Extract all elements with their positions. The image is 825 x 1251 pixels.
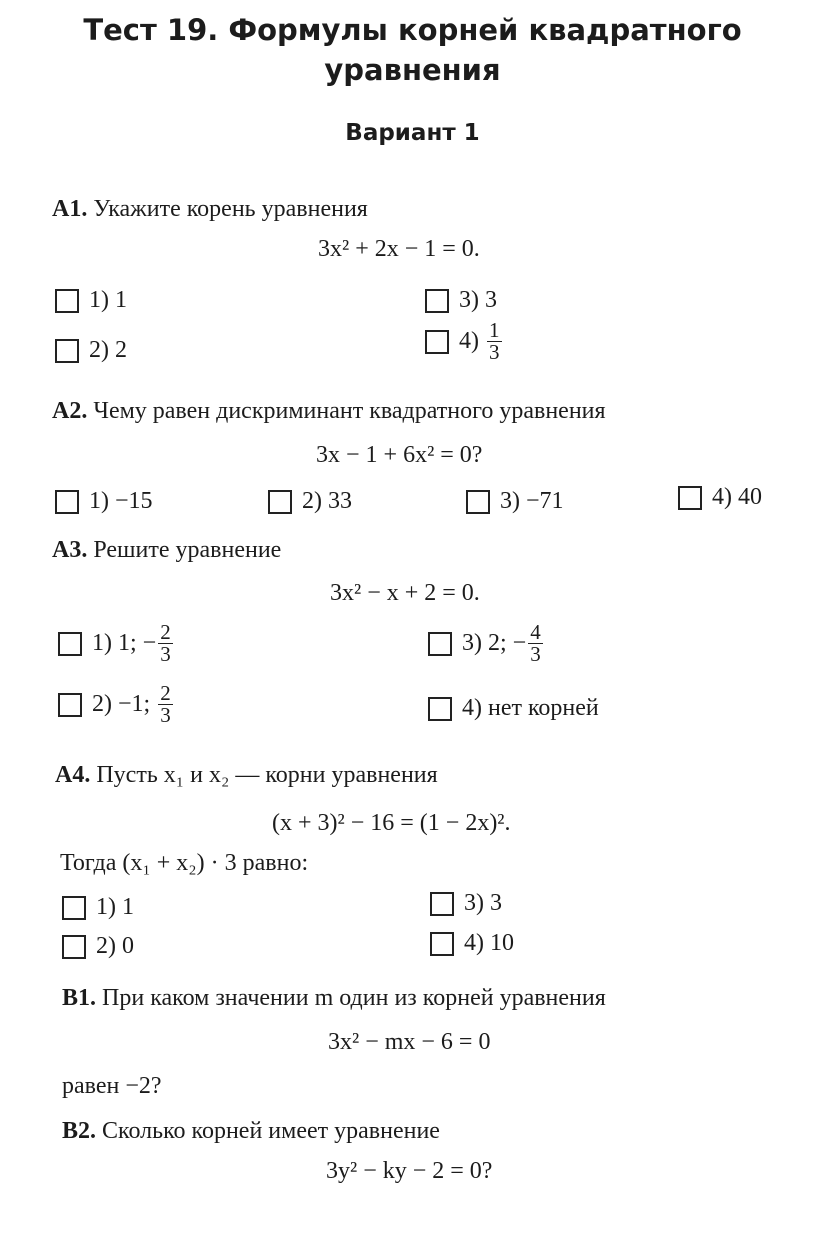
page-title	[0, 10, 825, 90]
question-b2	[62, 1118, 440, 1145]
fraction-denominator: 3	[489, 340, 500, 364]
question-a2	[52, 398, 606, 425]
fraction-numerator: 4	[530, 620, 541, 644]
option-label: 2) 0	[96, 933, 134, 959]
option-label: 2) 33	[302, 488, 352, 514]
option-label: 1) 1; −	[92, 630, 157, 656]
option-a1-3[interactable]	[425, 287, 497, 314]
option-a4-1[interactable]	[62, 894, 134, 921]
fraction	[487, 320, 502, 363]
fraction-denominator: 3	[530, 642, 541, 666]
option-label: 3) 3	[459, 287, 497, 313]
question-text: При каком значении m один из корней уравнения	[102, 985, 606, 1011]
question-text: Укажите корень уравнения	[93, 196, 368, 222]
variant-heading: Вариант 1	[345, 120, 480, 146]
question-a3	[52, 537, 281, 564]
option-label: 4) 40	[712, 484, 762, 510]
equation-a3: 3x² − x + 2 = 0.	[330, 580, 480, 606]
question-b1	[62, 985, 606, 1012]
question-text: Сколько корней имеет уравнение	[102, 1118, 440, 1144]
checkbox[interactable]	[466, 490, 490, 514]
equation-a1: 3x² + 2x − 1 = 0.	[318, 236, 480, 262]
option-a2-3[interactable]	[466, 488, 564, 515]
option-a1-1[interactable]	[55, 287, 127, 314]
checkbox[interactable]	[62, 935, 86, 959]
option-a1-4[interactable]	[425, 320, 502, 363]
checkbox[interactable]	[430, 932, 454, 956]
option-label: 3) 3	[464, 890, 502, 916]
question-id: A4.	[55, 762, 91, 788]
checkbox[interactable]	[62, 896, 86, 920]
equation-a4: (x + 3)² − 16 = (1 − 2x)².	[272, 810, 511, 836]
fraction-numerator: 1	[489, 318, 500, 342]
option-label: 2) 2	[89, 337, 127, 363]
fraction-numerator: 2	[160, 681, 171, 705]
checkbox[interactable]	[428, 697, 452, 721]
option-label: 1) −15	[89, 488, 153, 514]
question-a1	[52, 196, 368, 223]
checkbox[interactable]	[430, 892, 454, 916]
option-a4-2[interactable]	[62, 933, 134, 960]
option-a2-2[interactable]	[268, 488, 352, 515]
checkbox[interactable]	[55, 339, 79, 363]
checkbox[interactable]	[55, 289, 79, 313]
option-a2-4[interactable]	[678, 484, 762, 511]
question-text: Пусть x₁ и x₂ — корни уравнения	[96, 762, 438, 788]
option-a1-2[interactable]	[55, 337, 127, 364]
option-label: 3) 2; −	[462, 630, 527, 656]
title-line-1: Тест 19. Формулы корней квадратного	[83, 13, 742, 47]
option-label: 4)	[459, 328, 479, 354]
checkbox[interactable]	[268, 490, 292, 514]
option-a4-3[interactable]	[430, 890, 502, 917]
question-text: Решите уравнение	[93, 537, 282, 563]
option-a3-3[interactable]	[428, 622, 543, 665]
option-label: 3) −71	[500, 488, 564, 514]
question-id: A2.	[52, 398, 88, 424]
question-text: Чему равен дискриминант квадратного уравнения	[93, 398, 606, 424]
question-id: B2.	[62, 1118, 97, 1144]
checkbox[interactable]	[58, 693, 82, 717]
option-a2-1[interactable]	[55, 488, 153, 515]
equation-b2: 3y² − ky − 2 = 0?	[326, 1158, 493, 1184]
fraction	[528, 622, 543, 665]
fraction-denominator: 3	[160, 703, 171, 727]
option-a4-4[interactable]	[430, 930, 514, 957]
question-a4-text2: Тогда (x₁ + x₂) · 3 равно:	[60, 850, 309, 876]
checkbox[interactable]	[55, 490, 79, 514]
checkbox[interactable]	[425, 289, 449, 313]
option-label: 4) нет корней	[462, 695, 599, 721]
equation-a2: 3x − 1 + 6x² = 0?	[316, 442, 483, 468]
option-a3-1[interactable]	[58, 622, 173, 665]
fraction	[158, 683, 173, 726]
checkbox[interactable]	[678, 486, 702, 510]
question-id: A3.	[52, 537, 88, 563]
option-label: 2) −1;	[92, 691, 151, 717]
fraction	[158, 622, 173, 665]
question-a4	[55, 762, 438, 789]
question-id: B1.	[62, 985, 97, 1011]
checkbox[interactable]	[428, 632, 452, 656]
option-label: 1) 1	[96, 894, 134, 920]
option-label: 1) 1	[89, 287, 127, 313]
question-id: A1.	[52, 196, 88, 222]
checkbox[interactable]	[425, 330, 449, 354]
fraction-numerator: 2	[160, 620, 171, 644]
title-line-2: уравнения	[324, 53, 501, 87]
question-b1-text2: равен −2?	[62, 1073, 162, 1099]
equation-b1: 3x² − mx − 6 = 0	[328, 1029, 491, 1055]
option-label: 4) 10	[464, 930, 514, 956]
checkbox[interactable]	[58, 632, 82, 656]
option-a3-4[interactable]	[428, 695, 599, 722]
option-a3-2[interactable]	[58, 683, 173, 726]
fraction-denominator: 3	[160, 642, 171, 666]
